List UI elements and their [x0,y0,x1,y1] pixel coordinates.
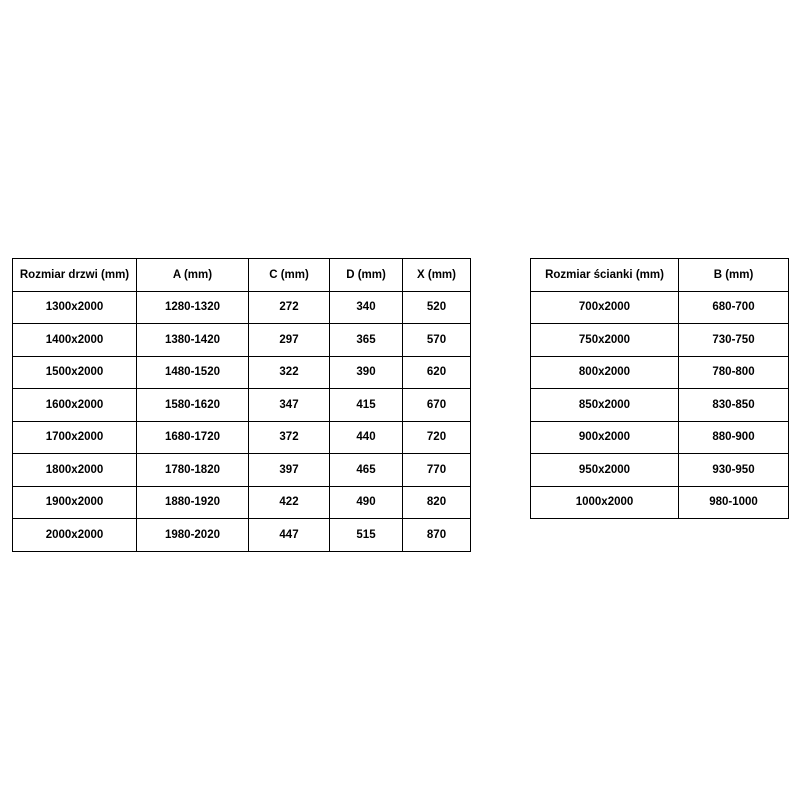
cell-wall-size: 900x2000 [531,421,679,454]
cell-door-size: 1500x2000 [13,356,137,389]
cell-a: 1580-1620 [137,389,249,422]
cell-door-size: 2000x2000 [13,519,137,552]
table-header-row [531,259,789,292]
cell-door-size: 1800x2000 [13,454,137,487]
cell-x: 770 [403,454,471,487]
cell-a: 1780-1820 [137,454,249,487]
cell-x: 570 [403,324,471,357]
cell-c: 297 [249,324,330,357]
cell-d: 390 [330,356,403,389]
cell-b: 730-750 [679,324,789,357]
cell-x: 870 [403,519,471,552]
cell-wall-size: 700x2000 [531,291,679,324]
cell-door-size: 1900x2000 [13,486,137,519]
cell-d: 465 [330,454,403,487]
cell-x: 720 [403,421,471,454]
cell-d: 415 [330,389,403,422]
column-header-wall-size: Rozmiar ścianki (mm) [531,259,679,292]
cell-a: 1880-1920 [137,486,249,519]
table-row [13,519,471,552]
cell-x: 620 [403,356,471,389]
cell-a: 1380-1420 [137,324,249,357]
cell-c: 397 [249,454,330,487]
table-row [13,389,471,422]
cell-b: 830-850 [679,389,789,422]
cell-c: 347 [249,389,330,422]
column-header-door-size: Rozmiar drzwi (mm) [13,259,137,292]
table-row [13,291,471,324]
column-header-b: B (mm) [679,259,789,292]
walls-dimensions-table-container [530,258,789,519]
cell-x: 820 [403,486,471,519]
cell-wall-size: 850x2000 [531,389,679,422]
cell-door-size: 1700x2000 [13,421,137,454]
cell-b: 930-950 [679,454,789,487]
cell-door-size: 1400x2000 [13,324,137,357]
cell-a: 1280-1320 [137,291,249,324]
cell-door-size: 1300x2000 [13,291,137,324]
column-header-d: D (mm) [330,259,403,292]
cell-wall-size: 950x2000 [531,454,679,487]
cell-d: 365 [330,324,403,357]
cell-c: 447 [249,519,330,552]
cell-a: 1980-2020 [137,519,249,552]
column-header-c: C (mm) [249,259,330,292]
cell-c: 372 [249,421,330,454]
table-header-row [13,259,471,292]
cell-door-size: 1600x2000 [13,389,137,422]
cell-d: 340 [330,291,403,324]
cell-b: 980-1000 [679,486,789,519]
table-row [13,324,471,357]
column-header-x: X (mm) [403,259,471,292]
cell-d: 440 [330,421,403,454]
cell-d: 515 [330,519,403,552]
table-row [531,389,789,422]
doors-dimensions-table-container [12,258,471,552]
cell-a: 1680-1720 [137,421,249,454]
cell-d: 490 [330,486,403,519]
cell-wall-size: 750x2000 [531,324,679,357]
table-row [531,454,789,487]
table-row [13,486,471,519]
cell-wall-size: 800x2000 [531,356,679,389]
table-row [531,356,789,389]
cell-x: 520 [403,291,471,324]
table-row [13,454,471,487]
table-row [531,324,789,357]
cell-c: 422 [249,486,330,519]
cell-b: 880-900 [679,421,789,454]
cell-b: 680-700 [679,291,789,324]
cell-wall-size: 1000x2000 [531,486,679,519]
column-header-a: A (mm) [137,259,249,292]
doors-dimensions-table [12,258,471,552]
cell-x: 670 [403,389,471,422]
walls-dimensions-table [530,258,789,519]
table-row [531,486,789,519]
cell-c: 322 [249,356,330,389]
table-row [531,421,789,454]
table-row [531,291,789,324]
cell-a: 1480-1520 [137,356,249,389]
table-row [13,356,471,389]
table-row [13,421,471,454]
cell-b: 780-800 [679,356,789,389]
cell-c: 272 [249,291,330,324]
